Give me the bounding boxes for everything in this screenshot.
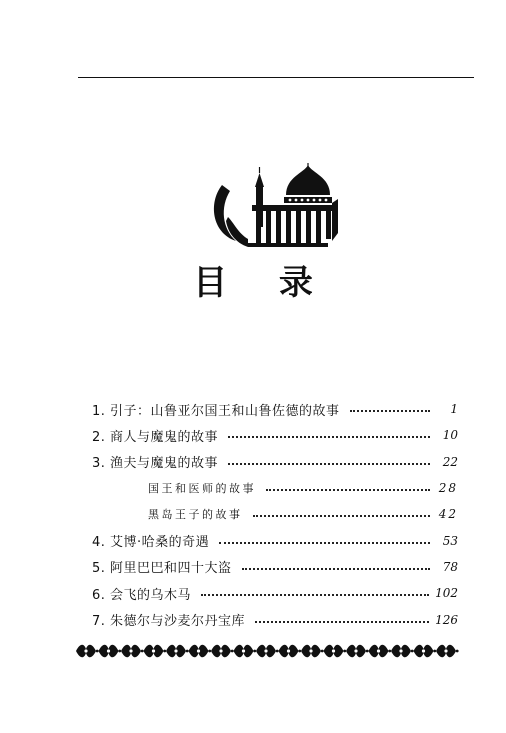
toc-entry[interactable]: [92, 580, 458, 606]
toc-entry-title: 国王和医师的故事: [148, 482, 256, 496]
table-of-contents: [92, 396, 458, 633]
toc-page-number: 78: [442, 559, 458, 574]
toc-entry[interactable]: [92, 475, 458, 501]
toc-entry-title: 5. 阿里巴巴和四十大盗: [92, 561, 232, 577]
toc-entry-title: 6. 会飞的乌木马: [92, 587, 192, 603]
toc-entry[interactable]: [92, 606, 458, 632]
toc-page-number: 126: [435, 612, 458, 627]
toc-page-number: 42: [438, 507, 458, 522]
toc-entry[interactable]: [92, 501, 458, 527]
dot-leader: [219, 542, 430, 544]
toc-entry-title: 4. 艾博·哈桑的奇遇: [92, 535, 210, 551]
dot-leader: [201, 594, 429, 596]
dot-leader: [266, 489, 430, 491]
toc-page-number: 22: [442, 454, 458, 469]
toc-entry[interactable]: [92, 422, 458, 448]
decorative-border-icon: [74, 641, 466, 661]
toc-entry[interactable]: [92, 527, 458, 553]
dot-leader: [228, 463, 430, 465]
toc-page-number: 1: [450, 402, 458, 417]
toc-entry[interactable]: [92, 554, 458, 580]
dot-leader: [350, 410, 430, 412]
toc-entry-title: 2. 商人与魔鬼的故事: [92, 429, 219, 445]
toc-entry-title: 7. 朱德尔与沙麦尔丹宝库: [92, 614, 246, 630]
toc-page-number: 53: [442, 533, 458, 548]
page-title: 目 录: [193, 263, 333, 303]
toc-entry-title: 1. 引子：山鲁亚尔国王和山鲁佐德的故事: [92, 403, 340, 419]
header-rule: [78, 77, 474, 78]
toc-entry-title: 3. 渔夫与魔鬼的故事: [92, 456, 219, 472]
dot-leader: [242, 568, 430, 570]
toc-page-number: 10: [442, 428, 458, 443]
toc-page-number: 102: [435, 586, 458, 601]
toc-entry[interactable]: [92, 449, 458, 475]
toc-page-number: 28: [438, 481, 458, 496]
toc-entry-title: 黑岛王子的故事: [148, 508, 243, 522]
dot-leader: [228, 436, 430, 438]
dot-leader: [253, 515, 431, 517]
toc-entry[interactable]: [92, 396, 458, 422]
dot-leader: [255, 621, 429, 623]
mosque-silhouette-icon: [208, 163, 338, 249]
